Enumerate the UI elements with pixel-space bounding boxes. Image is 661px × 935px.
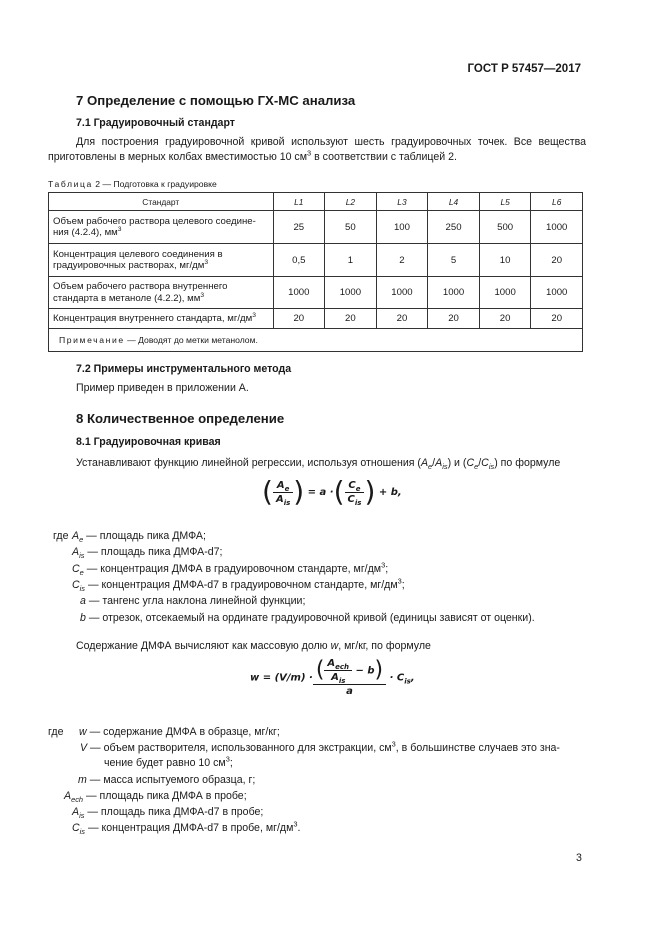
table-note-row	[49, 329, 583, 352]
table-header-cell: L2	[325, 193, 377, 211]
table-cell: 2	[376, 244, 428, 277]
table-cell: 100	[376, 211, 428, 244]
definition-row: m — масса испытуемого образца, г;	[78, 774, 256, 786]
subsection-8-1-title: 8.1 Градуировочная кривая	[76, 436, 221, 448]
table-cell: 500	[479, 211, 531, 244]
table-header-row	[49, 193, 583, 211]
table-cell: 1000	[376, 277, 428, 309]
table-cell: 20	[479, 309, 531, 329]
table-row	[49, 277, 583, 309]
table-cell: 1000	[479, 277, 531, 309]
section-8-title: 8 Количественное определение	[76, 411, 285, 426]
subsection-7-1-text: Для построения градуировочной кривой используют шесть градуировочных точек. Все вещества приготовлены в мерных колбах вместимостью 10 $см^3$ в соответствии с таблицей 2.	[48, 136, 586, 163]
table-header-cell: L5	[479, 193, 531, 211]
table-row	[49, 309, 583, 329]
definition-lead: где	[53, 530, 69, 542]
definition-row: $A_e$ — площадь пика ДМФА;	[72, 530, 206, 545]
table-cell: 50	[325, 211, 377, 244]
document-code: ГОСТ Р 57457—2017	[467, 63, 581, 75]
content-formula: w = (V/m) · ( $\frac{A_{ech}}{A_{is}}$ − b) a · $C_{is}$,	[250, 657, 415, 697]
definition-row: a — тангенс угла наклона линейной функции;	[80, 595, 306, 607]
definition-row: $C_{is}$ — концентрация ДМФА-d7 в градуировочном стандарте, $мг/дм^3$;	[72, 576, 405, 594]
definition-row: b — отрезок, отсекаемый на ординате градуировочной кривой (единицы зависят от оценки).	[80, 612, 535, 624]
table-header-cell: L4	[428, 193, 480, 211]
table-cell: 1000	[325, 277, 377, 309]
table-caption: Таблица 2 — Подготовка к градуировке	[48, 179, 217, 189]
definition-row-continuation: чение будет равно 10 $см^3$;	[104, 754, 233, 769]
table-cell: 1000	[531, 277, 583, 309]
table-cell: 1000	[273, 277, 325, 309]
table-cell: 1	[325, 244, 377, 277]
calibration-table	[48, 192, 583, 352]
definition-row: w — содержание ДМФА в образце, мг/кг;	[79, 726, 280, 738]
table-cell: 20	[325, 309, 377, 329]
table-row-label: Объем рабочего раствора целевого соедине-ния (4.2.4), $мм^3$	[49, 211, 274, 244]
definition-row: $A_{is}$ — площадь пика ДМФА-d7 в пробе;	[72, 806, 264, 821]
table-cell: 20	[376, 309, 428, 329]
table-cell: 20	[428, 309, 480, 329]
table-cell: 20	[531, 309, 583, 329]
subsection-7-2-text: Пример приведен в приложении А.	[76, 382, 249, 394]
subsection-7-1-title: 7.1 Градуировочный стандарт	[76, 117, 235, 129]
table-row-label: Концентрация целевого соединения в градуировочных растворах, $мг/дм^3$	[49, 244, 274, 277]
table-cell: 5	[428, 244, 480, 277]
table-header-cell: L6	[531, 193, 583, 211]
definition-row: $C_{is}$ — концентрация ДМФА-d7 в пробе, $мг/дм^3$.	[72, 819, 301, 837]
table-row	[49, 211, 583, 244]
table-cell: 20	[273, 309, 325, 329]
table-note: Примечание — Доводят до метки метанолом.	[49, 329, 583, 352]
definition-lead: где	[48, 726, 64, 738]
page-number: 3	[576, 852, 582, 864]
table-cell: 250	[428, 211, 480, 244]
regression-formula: ( $\frac{A_e}{A_{is}}$ ) = a ·( $\frac{C_e}{C_{is}}$ ) + b,	[262, 475, 402, 508]
subsection-7-2-title: 7.2 Примеры инструментального метода	[76, 363, 292, 375]
definition-row: $A_{ech}$ — площадь пика ДМФА в пробе;	[64, 790, 247, 805]
table-header-cell: L3	[376, 193, 428, 211]
definition-row: $A_{is}$ — площадь пика ДМФА-d7;	[72, 546, 223, 561]
table-row-label: Объем рабочего раствора внутреннего стандарта в метаноле (4.2.2), $мм^3$	[49, 277, 274, 309]
table-row-label: Концентрация внутреннего стандарта, $мг/дм^3$	[49, 309, 274, 329]
table-cell: 0,5	[273, 244, 325, 277]
table-cell: 20	[531, 244, 583, 277]
table-row	[49, 244, 583, 277]
section-7-title: 7 Определение с помощью ГХ-МС анализа	[76, 93, 356, 108]
table-header-cell: L1	[273, 193, 325, 211]
table-cell: 10	[479, 244, 531, 277]
table-cell: 25	[273, 211, 325, 244]
table-header-cell: Стандарт	[49, 193, 274, 211]
table-cell: 1000	[531, 211, 583, 244]
content-intro: Содержание ДМФА вычисляют как массовую долю w, мг/кг, по формуле	[76, 640, 431, 652]
table-cell: 1000	[428, 277, 480, 309]
definition-row: V — объем растворителя, использованного для экстракции, $см^3$, в большинстве случаев это зна-	[80, 739, 560, 754]
definition-row: $C_e$ — концентрация ДМФА в градуировочном стандарте, $мг/дм^3$;	[72, 560, 389, 578]
regression-intro: Устанавливают функцию линейной регрессии, используя отношения $(A_e/A_{is})$ и $(C_e/C_{is})$ по формуле	[76, 457, 561, 472]
